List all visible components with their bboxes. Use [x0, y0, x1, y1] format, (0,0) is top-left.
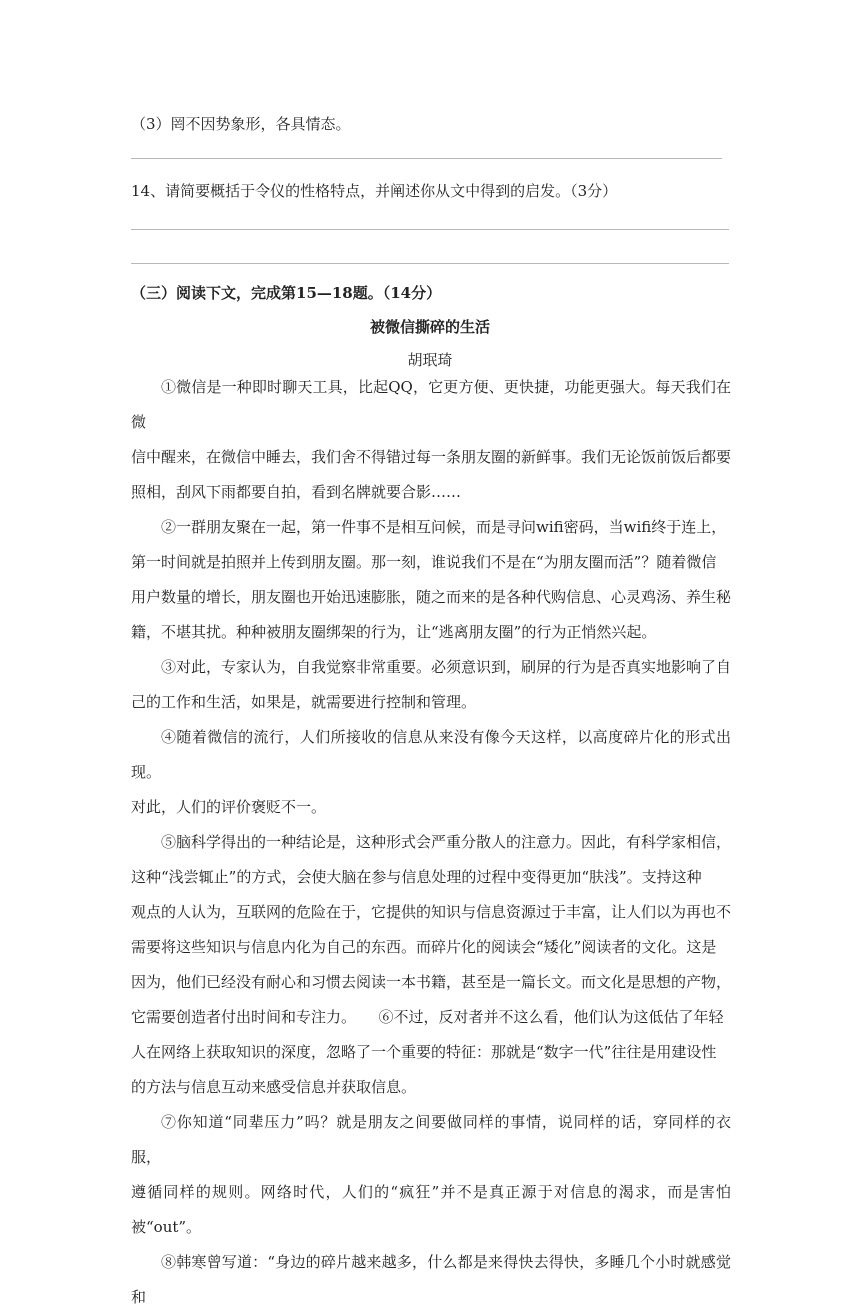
body-line: 这种“浅尝辄止”的方式，会使大脑在参与信息处理的过程中变得更加“肤浅”。支持这种 [131, 868, 702, 886]
answer-line[interactable] [131, 158, 722, 159]
body-line: ①微信是一种即时聊天工具，比起QQ，它更方便、更快捷，功能更强大。每天我们在微 [131, 378, 731, 431]
body-line: 人在网络上获取知识的深度，忽略了一个重要的特征：那就是“数字一代”往往是用建设性 [131, 1043, 717, 1061]
body-line: 第一时间就是拍照并上传到朋友圈。那一刻，谁说我们不是在“为朋友圈而活”？随着微信 [131, 553, 717, 571]
body-line: 照相，刮风下雨都要自拍，看到名牌就要合影…… [131, 483, 462, 501]
answer-line[interactable] [131, 229, 729, 230]
article-body [131, 370, 731, 1315]
article-author: 胡珉琦 [407, 351, 453, 369]
body-line: 对此，人们的评价褒贬不一。 [131, 798, 327, 816]
body-line: 信中醒来，在微信中睡去，我们舍不得错过每一条朋友圈的新鲜事。我们无论饭前饭后都要 [131, 448, 732, 466]
body-line: 的方法与信息互动来感受信息并获取信息。 [131, 1078, 417, 1096]
body-line: ⑤脑科学得出的一种结论是，这种形式会严重分散人的注意力。因此，有科学家相信， [161, 833, 732, 851]
section-heading: （三）阅读下文，完成第15—18题。（14分） [131, 284, 442, 302]
article-title: 被微信撕碎的生活 [369, 318, 490, 336]
body-line: 它需要创造者付出时间和专注力。 ⑥不过，反对者并不这么看，他们认为这低估了年轻 [131, 1008, 724, 1026]
body-line: ⑦你知道“同辈压力”吗？就是朋友之间要做同样的事情，说同样的话，穿同样的衣服， [131, 1113, 731, 1166]
body-line: ④随着微信的流行，人们所接收的信息从来没有像今天这样，以高度碎片化的形式出现。 [131, 728, 731, 781]
answer-line[interactable] [131, 263, 729, 264]
body-line: 己的工作和生活，如果是，就需要进行控制和管理。 [131, 693, 477, 711]
question-13-item-3: （3）罔不因势象形，各具情态。 [131, 115, 351, 133]
body-line: ⑧韩寒曾写道：“身边的碎片越来越多，什么都是来得快去得快，多睡几个小时就感觉和 [131, 1253, 731, 1306]
body-line: ③对此，专家认为，自我觉察非常重要。必须意识到，刷屏的行为是否真实地影响了自 [161, 658, 732, 676]
body-line: 遵循同样的规则。网络时代，人们的“疯狂”并不是真正源于对信息的渴求，而是害怕被“out”。 [131, 1183, 731, 1236]
body-line: 因为，他们已经没有耐心和习惯去阅读一本书籍，甚至是一篇长文。而文化是思想的产物， [131, 973, 732, 991]
body-line: ②一群朋友聚在一起，第一件事不是相互问候，而是寻问wifi密码，当wifi终于连上， [161, 518, 727, 536]
body-line: 籍，不堪其扰。种种被朋友圈绑架的行为，让“逃离朋友圈”的行为正悄然兴起。 [131, 623, 657, 641]
body-line: 观点的人认为，互联网的危险在于，它提供的知识与信息资源过于丰富，让人们以为再也不 [131, 903, 732, 921]
body-line: 用户数量的增长，朋友圈也开始迅速膨胀，随之而来的是各种代购信息、心灵鸡汤、养生秘 [131, 588, 732, 606]
body-line: 需要将这些知识与信息内化为自己的东西。而碎片化的阅读会“矮化”阅读者的文化。这是 [131, 938, 717, 956]
question-14: 14、请简要概括于令仪的性格特点，并阐述你从文中得到的启发。（3分） [131, 182, 618, 200]
